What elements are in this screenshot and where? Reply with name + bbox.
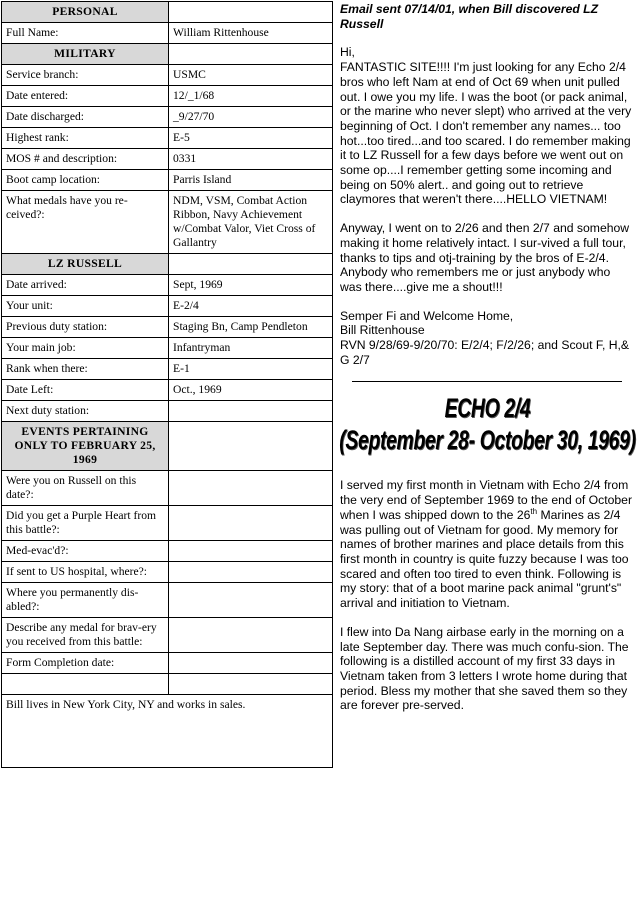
date-arrived-label: Date arrived:: [2, 275, 169, 296]
disabled-value: [169, 583, 333, 618]
rank-there-label: Rank when there:: [2, 359, 169, 380]
your-unit-label: Your unit:: [2, 296, 169, 317]
date-entered-value: 12/_1/68: [169, 86, 333, 107]
next-station-value: [169, 401, 333, 422]
bravery-medal-label: Describe any medal for brav-ery you received from this battle:: [2, 618, 169, 653]
boot-camp-label: Boot camp location:: [2, 170, 169, 191]
boot-camp-value: Parris Island: [169, 170, 333, 191]
form-row: [2, 401, 333, 422]
form-row: [2, 149, 333, 170]
form-table: [1, 1, 333, 768]
bravery-medal-value: [169, 618, 333, 653]
purple-heart-label: Did you get a Purple Heart from this battle?:: [2, 506, 169, 541]
date-discharged-value: _9/27/70: [169, 107, 333, 128]
date-entered-label: Date entered:: [2, 86, 169, 107]
form-row: [2, 296, 333, 317]
rank-there-value: E-1: [169, 359, 333, 380]
service-branch-label: Service branch:: [2, 65, 169, 86]
form-row: [2, 338, 333, 359]
story-paragraph: I flew into Da Nang airbase early in the morning on a late September day. There was much confu-sion. The following is a distilled account of my first 33 days in Vietnam taken from 3 letters I wrote home during that period. Bless my mother that she saved them so they are forever pre-served.: [340, 624, 629, 713]
medals-value: NDM, VSM, Combat Action Ribbon, Navy Achievement w/Combat Valor, Viet Cross of Gallantry: [169, 191, 333, 254]
service-branch-value: USMC: [169, 65, 333, 86]
divider: [352, 381, 622, 382]
form-row: [2, 65, 333, 86]
email-signature-name: Bill Rittenhouse: [340, 323, 425, 338]
story-superscript: th: [530, 506, 538, 516]
mos-value: 0331: [169, 149, 333, 170]
section-header-military: [2, 44, 333, 65]
story-heading-line1: ECHO 2/4: [444, 393, 531, 424]
form-row: [2, 583, 333, 618]
footer-row: [2, 695, 333, 768]
form-row: [2, 317, 333, 338]
section-header-lz-russell: [2, 254, 333, 275]
email-title: Email sent 07/14/01, when Bill discovered LZ Russell: [340, 2, 599, 31]
service-form: [1, 1, 333, 768]
form-row: [2, 562, 333, 583]
date-left-label: Date Left:: [2, 380, 169, 401]
form-row: [2, 107, 333, 128]
section-header-events: [2, 422, 333, 471]
form-row: [2, 23, 333, 44]
previous-station-value: Staging Bn, Camp Pendleton: [169, 317, 333, 338]
full-name-label: Full Name:: [2, 23, 169, 44]
military-header: MILITARY: [2, 44, 169, 65]
medevac-value: [169, 541, 333, 562]
story-text: I served my first month in Vietnam with Echo 2/4 from the very end of September 1969 to the end of October when I was shipped down to the 26: [340, 478, 633, 522]
form-row: [2, 471, 333, 506]
form-row: [2, 86, 333, 107]
email-service-record: RVN 9/28/69-9/20/70: E/2/4; F/2/26; and Scout F, H,& G 2/7: [340, 338, 630, 367]
previous-station-label: Previous duty station:: [2, 317, 169, 338]
form-row: [2, 618, 333, 653]
on-russell-value: [169, 471, 333, 506]
disabled-label: Where you permanently dis-abled?:: [2, 583, 169, 618]
form-row: [2, 191, 333, 254]
story-text: Marines as 2/4 was pulling out of Vietnam for good. My memory for names of brother marines and place details from this first month in country is quite fuzzy because I was too scared and often too tired to even think. Following is my story: that of a boot marine pack animal "grunt's" arrival and initiation to Vietnam.: [340, 507, 629, 611]
story-heading-line2: (September 28- October 30, 1969): [339, 425, 636, 456]
form-row: [2, 653, 333, 674]
us-hospital-label: If sent to US hospital, where?:: [2, 562, 169, 583]
form-row: [2, 506, 333, 541]
story-paragraph: [340, 478, 635, 610]
purple-heart-value: [169, 506, 333, 541]
medals-label: What medals have you re-ceived?:: [2, 191, 169, 254]
section-header-personal: [2, 2, 333, 23]
completion-date-label: Form Completion date:: [2, 653, 169, 674]
events-header: EVENTS PERTAINING ONLY TO FEBRUARY 25, 1969: [2, 422, 169, 471]
main-job-value: Infantryman: [169, 338, 333, 359]
us-hospital-value: [169, 562, 333, 583]
text-column: [340, 2, 635, 727]
date-discharged-label: Date discharged:: [2, 107, 169, 128]
lz-russell-header: LZ RUSSELL: [2, 254, 169, 275]
full-name-value: William Rittenhouse: [169, 23, 333, 44]
form-row: [2, 170, 333, 191]
date-arrived-value: Sept, 1969: [169, 275, 333, 296]
completion-date-value: [169, 653, 333, 674]
highest-rank-label: Highest rank:: [2, 128, 169, 149]
next-station-label: Next duty station:: [2, 401, 169, 422]
your-unit-value: E-2/4: [169, 296, 333, 317]
form-row: [2, 380, 333, 401]
form-row: [2, 359, 333, 380]
form-row: [2, 541, 333, 562]
form-row: [2, 275, 333, 296]
main-job-label: Your main job:: [2, 338, 169, 359]
medevac-label: Med-evac'd?:: [2, 541, 169, 562]
story-heading: [338, 392, 637, 456]
form-row: [2, 674, 333, 695]
email-greeting: Hi,: [340, 45, 355, 60]
footer-note: Bill lives in New York City, NY and works in sales.: [2, 695, 333, 768]
date-left-value: Oct., 1969: [169, 380, 333, 401]
email-paragraph: Anyway, I went on to 2/26 and then 2/7 and somehow making it home relatively intact. I sur-vived a full tour, thanks to tips and otj-training by the bros of E-2/4. Anybody who remembers me or just anybody who was there....give me a shout!!!: [340, 221, 630, 294]
mos-label: MOS # and description:: [2, 149, 169, 170]
email-paragraph: FANTASTIC SITE!!!! I'm just looking for any Echo 2/4 bros who left Nam at end of Oct 69 when unit pulled out. I owe you my life. I was the boot (or pack animal, or the marine who never slept) who arrived at the very beginning of Oct. I don't remember any names... too hot...too tired...and too scared. I do remember making it to LZ Russell for a few days before we went out on some op....I remember getting some incoming and being on 50% alert.. and going out to retrieve claymores that weren't there....HELLO VIETNAM!: [340, 60, 632, 207]
email-signoff: Semper Fi and Welcome Home,: [340, 308, 514, 323]
form-row: [2, 128, 333, 149]
personal-header: PERSONAL: [2, 2, 169, 23]
on-russell-label: Were you on Russell on this date?:: [2, 471, 169, 506]
highest-rank-value: E-5: [169, 128, 333, 149]
